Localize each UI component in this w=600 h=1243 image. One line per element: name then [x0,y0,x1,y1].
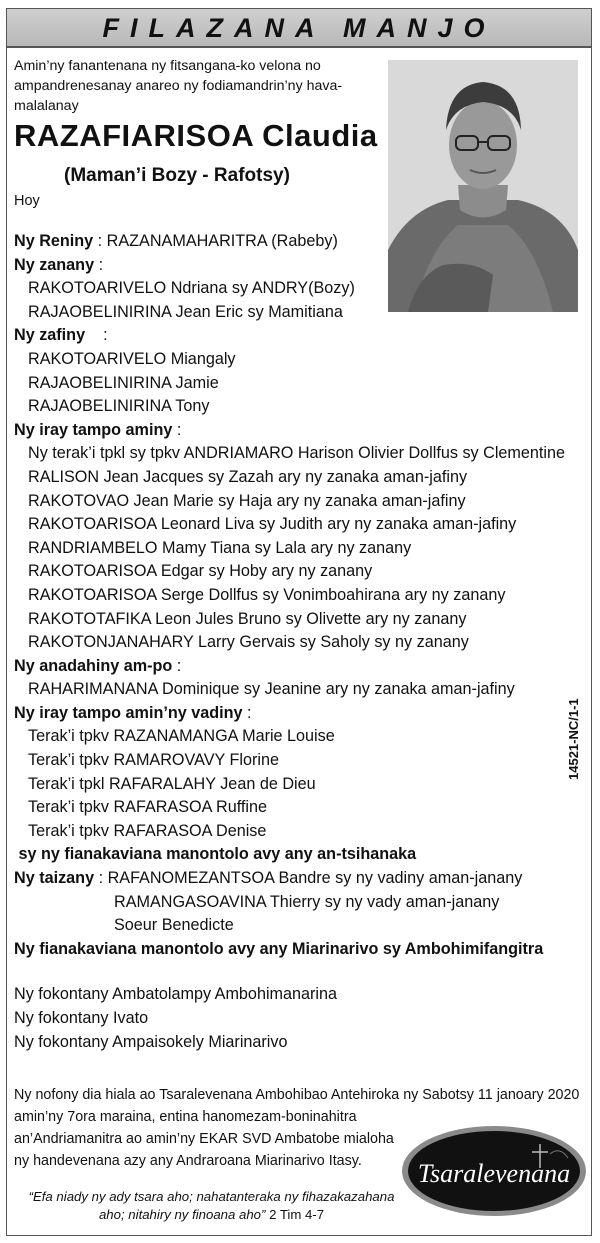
reniny-value: RAZANAMAHARITRA (Rabeby) [106,232,338,250]
list-item: Ny fokontany Ambatolampy Ambohimanarina [14,985,338,1004]
logo-text: Tsaralevenana [417,1159,571,1188]
quote-ref: 2 Tim 4-7 [269,1207,325,1222]
reniny-label: Ny Reniny [14,232,94,250]
list-item: RAKOTOARIVELO Ndriana sy ANDRY(Bozy) [28,279,355,298]
funeral-line: Ny nofony dia hiala ao Tsaralevenana Ambohibao Antehiroka ny Sabotsy 11 janoary 2020 [14,1087,580,1103]
header-title: FILAZANA MANJO [102,13,496,43]
anadahiny-label: Ny anadahiny am-po [14,656,173,675]
tsaralevenana-logo [400,1124,588,1218]
list-item: Ny fokontany Ivato [14,1009,149,1027]
iray-tampo-label: Ny iray tampo aminy [14,420,173,439]
list-item: RAKOTOTAFIKA Leon Jules Bruno sy Olivette ary ny zanany [28,609,467,628]
list-item: RALISON Jean Jacques sy Zazah ary ny zanaka aman-jafiny [28,467,468,486]
zanany-sep: : [94,255,104,274]
list-item: Terak’i tpkl RAFARALAHY Jean de Dieu [28,774,316,793]
list-item: Soeur Benedicte [114,916,234,935]
list-item: Terak’i tpkv RAFARASOA Denise [28,821,267,840]
list-item: Ny fokontany Ampaisokely Miarinarivo [14,1032,288,1051]
reniny-sep: : [93,232,107,250]
iray-tampo-vadiny-heading [14,702,589,726]
intro-text: Amin’ny fanantenana ny fitsangana-ko velona no ampandrenesanay anareo ny fodiamandrin’ny hava-malalanay [14,58,343,114]
funeral-line: an’Andriamanitra ao amin’ny EKAR SVD Ambatobe mialoha [14,1131,394,1147]
fianakaviana-tsihanaka: sy ny fianakaviana manontolo avy any an-tsihanaka [14,845,417,864]
zafiny-sep: : [85,326,108,345]
list-item: Ny terak’i tpkl sy tpkv ANDRIAMARO Harison Olivier Dollfus sy Clementine [28,444,566,463]
list-item: RAKOTOARISOA Leonard Liva sy Judith ary ny zanaka aman-jafiny [28,515,517,534]
list-item: RAMANGASOAVINA Thierry sy ny vady aman-janany [114,892,500,911]
hoy-label: Hoy [14,193,40,209]
list-item: RAKOTOARISOA Serge Dollfus sy Vonimboahirana ary ny zanany [28,585,506,604]
zafiny-heading [14,324,589,348]
zanany-label: Ny zanany [14,255,95,274]
list-item: RAHARIMANANA Dominique sy Jeanine ary ny zanaka aman-jafiny [28,680,515,699]
zafiny-label: Ny zafiny [14,326,86,345]
list-item: RAKOTONJANAHARY Larry Gervais sy Saholy sy ny zanany [28,633,469,652]
deceased-nickname: (Maman’i Bozy - Rafotsy) [64,165,290,186]
spacer [14,961,589,983]
iray-tampo-sep: : [172,420,182,439]
list-item: RANDRIAMBELO Mamy Tiana sy Lala ary ny zanany [28,538,412,557]
taizany-row [14,867,589,891]
reniny-row [14,230,589,254]
list-item: RAJAOBELINIRINA Tony [28,397,210,416]
list-item: RAKOTOARISOA Edgar sy Hoby ary ny zanany [28,562,373,581]
iray-tampo-vadiny-label: Ny iray tampo amin’ny vadiny [14,703,243,722]
header-banner [6,8,592,48]
list-item: Terak’i tpkv RAZANAMANGA Marie Louise [28,727,335,746]
iray-tampo-vadiny-sep: : [242,703,252,722]
list-item: RAKOTOARIVELO Miangaly [28,349,236,368]
zanany-heading [14,254,589,278]
quote-text: “Efa niady ny ady tsara aho; nahatanteraka ny fihazakazahana aho; nitahiry ny finoana aho” [28,1189,395,1222]
list-item: RAJAOBELINIRINA Jean Eric sy Mamitiana [28,302,343,321]
family-list [14,230,589,1054]
logo-emblem [400,1124,588,1218]
list-item: RAJAOBELINIRINA Jamie [28,373,219,392]
taizany-label: Ny taizany [14,869,95,888]
anadahiny-heading [14,655,589,679]
anadahiny-sep: : [172,656,182,675]
taizany-sep: : [94,869,108,888]
fianakaviana-miarinarivo: Ny fianakaviana manontolo avy any Miarinarivo sy Ambohimifangitra [14,939,544,958]
ref-code: 14521-NC/1-1 [566,698,581,780]
funeral-line: ny handevenana azy any Andraroana Miarinarivo Itasy. [14,1153,362,1169]
bible-quote [14,1188,409,1224]
iray-tampo-heading [14,419,589,443]
list-item: RAKOTOVAO Jean Marie sy Haja ary ny zanaka aman-jafiny [28,491,466,510]
list-item: Terak’i tpkv RAMAROVAVY Florine [28,751,279,770]
list-item: Terak’i tpkv RAFARASOA Ruffine [28,798,268,817]
taizany-first: RAFANOMEZANTSOA Bandre sy ny vadiny aman-janany [107,869,523,888]
deceased-name: RAZAFIARISOA Claudia [14,118,378,153]
funeral-line: amin’ny 7ora maraina, entina hanomezam-boninahitra [14,1109,357,1125]
